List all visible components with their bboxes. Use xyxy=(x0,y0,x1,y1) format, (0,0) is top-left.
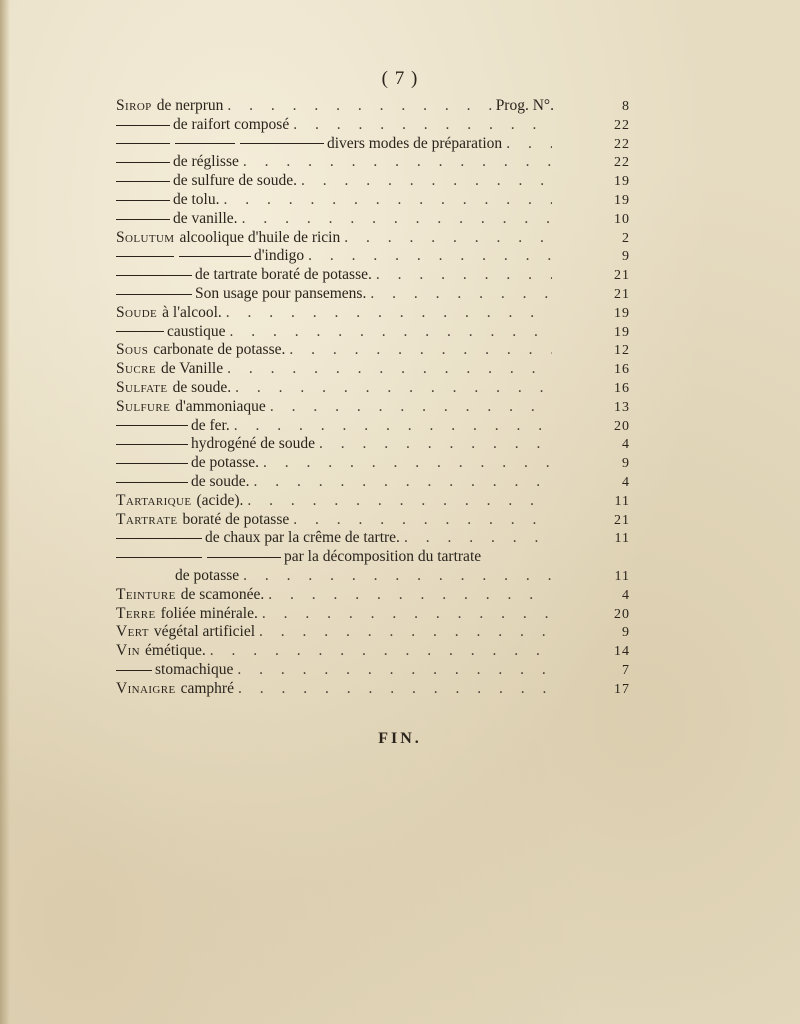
dot-leader xyxy=(301,172,552,191)
entry-label xyxy=(116,605,258,624)
dot-leader xyxy=(268,586,552,605)
index-row xyxy=(116,417,630,436)
index-row xyxy=(116,642,630,661)
entry-number: 17 xyxy=(614,681,630,697)
entry-text: de sulfure de soude. xyxy=(173,172,297,190)
index-row xyxy=(116,153,630,172)
entry-text: de vanille. xyxy=(173,209,238,227)
index-row xyxy=(116,97,630,116)
ditto-dash xyxy=(116,331,164,332)
dot-leader xyxy=(227,97,491,116)
index-row xyxy=(116,379,630,398)
end-mark: FIN. xyxy=(378,730,422,747)
ditto-dash xyxy=(116,125,170,126)
entry-number: 19 xyxy=(614,305,630,321)
index-row xyxy=(116,266,630,285)
entry-number: 9 xyxy=(622,456,630,472)
index-row xyxy=(116,492,630,511)
dot-leader xyxy=(293,511,552,530)
entry-text: (acide). xyxy=(196,491,244,509)
entry-headword: Terre xyxy=(116,604,156,622)
entry-text: Son usage pour pansemens. xyxy=(195,284,367,302)
ditto-dash xyxy=(116,557,281,558)
dot-leader xyxy=(506,135,552,154)
entry-number: 21 xyxy=(614,268,630,284)
dot-leader xyxy=(237,661,552,680)
dot-leader xyxy=(210,642,552,661)
entry-number: 14 xyxy=(614,644,630,660)
entry-label xyxy=(116,229,340,248)
dot-leader xyxy=(259,623,552,642)
entry-number: 9 xyxy=(622,625,630,641)
entry-headword: Sulfure xyxy=(116,397,171,415)
ditto-dash xyxy=(116,256,251,257)
dot-leader xyxy=(263,454,552,473)
entry-number: 12 xyxy=(614,343,630,359)
dot-leader xyxy=(230,323,552,342)
entry-label xyxy=(116,341,285,360)
entry-number: 11 xyxy=(614,568,630,584)
dot-leader xyxy=(289,341,552,360)
prog-label: Prog. N°. xyxy=(495,97,554,114)
entry-text: de raifort composé xyxy=(173,115,290,133)
dot-leader xyxy=(243,567,552,586)
entry-label xyxy=(116,511,289,530)
dot-leader xyxy=(227,360,552,379)
entry-headword: Sulfate xyxy=(116,378,168,396)
entry-text: végétal artificiel xyxy=(153,623,256,641)
entry-number: 4 xyxy=(622,474,630,490)
entry-text: hydrogéné de soude xyxy=(191,435,315,453)
entry-text: de soude. xyxy=(172,378,232,396)
ditto-dash xyxy=(116,200,170,201)
entry-headword: Sous xyxy=(116,341,149,359)
entry-text: de Vanille xyxy=(160,360,224,378)
entry-text: divers modes de préparation xyxy=(327,134,503,152)
ditto-dash xyxy=(116,538,202,539)
dot-leader xyxy=(262,605,552,624)
entry-number: 2 xyxy=(622,230,630,246)
entry-text: camphré xyxy=(180,679,234,697)
index-row xyxy=(116,172,630,191)
entry-label xyxy=(116,680,234,699)
dot-leader xyxy=(247,492,552,511)
index-row xyxy=(116,135,630,154)
entry-text: de soude. xyxy=(191,472,250,490)
index-row xyxy=(116,229,630,248)
index-row xyxy=(116,398,630,417)
page-number: ( 7 ) xyxy=(381,68,419,89)
entry-text: de nerprun xyxy=(156,97,224,114)
ditto-dash xyxy=(116,482,188,483)
index-table xyxy=(116,97,630,699)
entry-text: par la décomposition du tartrate xyxy=(284,548,482,566)
entry-headword: Vert xyxy=(116,623,149,641)
entry-text: à l'alcool. xyxy=(162,303,222,321)
index-row xyxy=(116,661,630,680)
entry-text: d'indigo xyxy=(254,247,305,265)
index-row xyxy=(116,548,630,567)
dot-leader xyxy=(270,398,552,417)
entry-number: 20 xyxy=(614,418,630,434)
ditto-dash xyxy=(116,670,152,671)
entry-number: 4 xyxy=(622,437,630,453)
entry-label xyxy=(116,360,223,379)
entry-number: 20 xyxy=(614,606,630,622)
entry-number: 16 xyxy=(614,362,630,378)
index-row xyxy=(116,323,630,342)
index-row xyxy=(116,435,630,454)
entry-headword: Tartrate xyxy=(116,510,178,528)
entry-number: 4 xyxy=(622,587,630,603)
index-row xyxy=(116,116,630,135)
ditto-dash xyxy=(116,219,170,220)
entry-number: 22 xyxy=(614,117,630,133)
entry-number: 22 xyxy=(614,136,630,152)
ditto-dash xyxy=(116,162,170,163)
entry-label xyxy=(116,398,266,417)
entry-text: émétique. xyxy=(145,642,206,660)
entry-label xyxy=(116,623,255,642)
entry-text: carbonate de potasse. xyxy=(153,341,286,359)
entry-label xyxy=(116,379,231,398)
entry-number: 11 xyxy=(614,531,630,547)
entry-number: 10 xyxy=(614,211,630,227)
entry-number: 11 xyxy=(614,493,630,509)
index-row xyxy=(116,605,630,624)
dot-leader xyxy=(226,304,552,323)
index-row xyxy=(116,285,630,304)
entry-text: de réglisse xyxy=(173,153,239,171)
index-row xyxy=(116,529,630,548)
entry-headword: Vinaigre xyxy=(116,679,176,697)
dot-leader xyxy=(344,229,552,248)
page-edge xyxy=(0,0,10,1024)
dot-leader xyxy=(293,116,552,135)
index-row xyxy=(116,473,630,492)
ditto-dash xyxy=(116,181,170,182)
index-row xyxy=(116,341,630,360)
entry-text: de chaux par la crême de tartre. xyxy=(205,529,400,547)
dot-leader xyxy=(235,379,552,398)
entry-number: 8 xyxy=(622,99,630,114)
index-row xyxy=(116,454,630,473)
entry-number: 19 xyxy=(614,174,630,190)
dot-leader xyxy=(404,529,552,548)
index-row xyxy=(116,191,630,210)
entry-headword: Solutum xyxy=(116,228,175,246)
dot-leader xyxy=(319,435,552,454)
entry-text: de potasse. xyxy=(191,454,260,472)
ditto-dash xyxy=(116,463,188,464)
dot-leader xyxy=(234,417,552,436)
entry-text: de tolu. xyxy=(173,190,220,208)
entry-text: foliée minérale. xyxy=(160,604,258,622)
entry-label xyxy=(116,586,264,605)
ditto-dash xyxy=(116,444,188,445)
index-row xyxy=(116,210,630,229)
entry-text: caustique xyxy=(167,322,226,340)
entry-headword: Tartarique xyxy=(116,491,192,509)
entry-text: de fer. xyxy=(191,416,230,434)
dot-leader xyxy=(254,473,552,492)
entry-text: stomachique xyxy=(155,660,234,678)
entry-headword: Sucre xyxy=(116,360,156,378)
entry-number: 21 xyxy=(614,286,630,302)
index-row xyxy=(116,511,630,530)
ditto-dash xyxy=(116,294,192,295)
entry-text: de tartrate boraté de potasse. xyxy=(195,266,372,284)
index-row xyxy=(116,680,630,699)
entry-headword: Vin xyxy=(116,642,141,660)
entry-headword: Soude xyxy=(116,303,158,321)
entry-label xyxy=(116,642,206,661)
index-row xyxy=(116,567,630,586)
dot-leader xyxy=(238,680,552,699)
dot-leader xyxy=(224,191,553,210)
index-row xyxy=(116,360,630,379)
ditto-dash xyxy=(116,143,324,144)
entry-text: de potasse xyxy=(175,566,240,584)
entry-text: alcoolique d'huile de ricin xyxy=(179,228,341,246)
entry-label xyxy=(116,492,243,511)
dot-leader xyxy=(308,247,552,266)
ditto-dash xyxy=(116,425,188,426)
entry-headword: Teinture xyxy=(116,585,176,603)
entry-text: boraté de potasse xyxy=(182,510,290,528)
entry-label xyxy=(116,97,223,116)
index-row xyxy=(116,623,630,642)
dot-leader xyxy=(243,153,552,172)
ditto-dash xyxy=(116,275,192,276)
index-row xyxy=(116,304,630,323)
entry-label xyxy=(116,304,222,323)
entry-number: 19 xyxy=(614,192,630,208)
dot-leader xyxy=(242,210,552,229)
entry-headword: Sirop xyxy=(116,97,152,114)
entry-number: 9 xyxy=(622,249,630,265)
index-row xyxy=(116,586,630,605)
dot-leader xyxy=(370,285,552,304)
entry-number: 13 xyxy=(614,399,630,415)
index-row xyxy=(116,247,630,266)
entry-text: d'ammoniaque xyxy=(175,397,266,415)
entry-number: 21 xyxy=(614,512,630,528)
entry-text: de scamonée. xyxy=(180,585,265,603)
dot-leader xyxy=(376,266,552,285)
entry-number: 22 xyxy=(614,155,630,171)
entry-number: 19 xyxy=(614,324,630,340)
entry-number: 16 xyxy=(614,380,630,396)
entry-number: 7 xyxy=(622,662,630,678)
